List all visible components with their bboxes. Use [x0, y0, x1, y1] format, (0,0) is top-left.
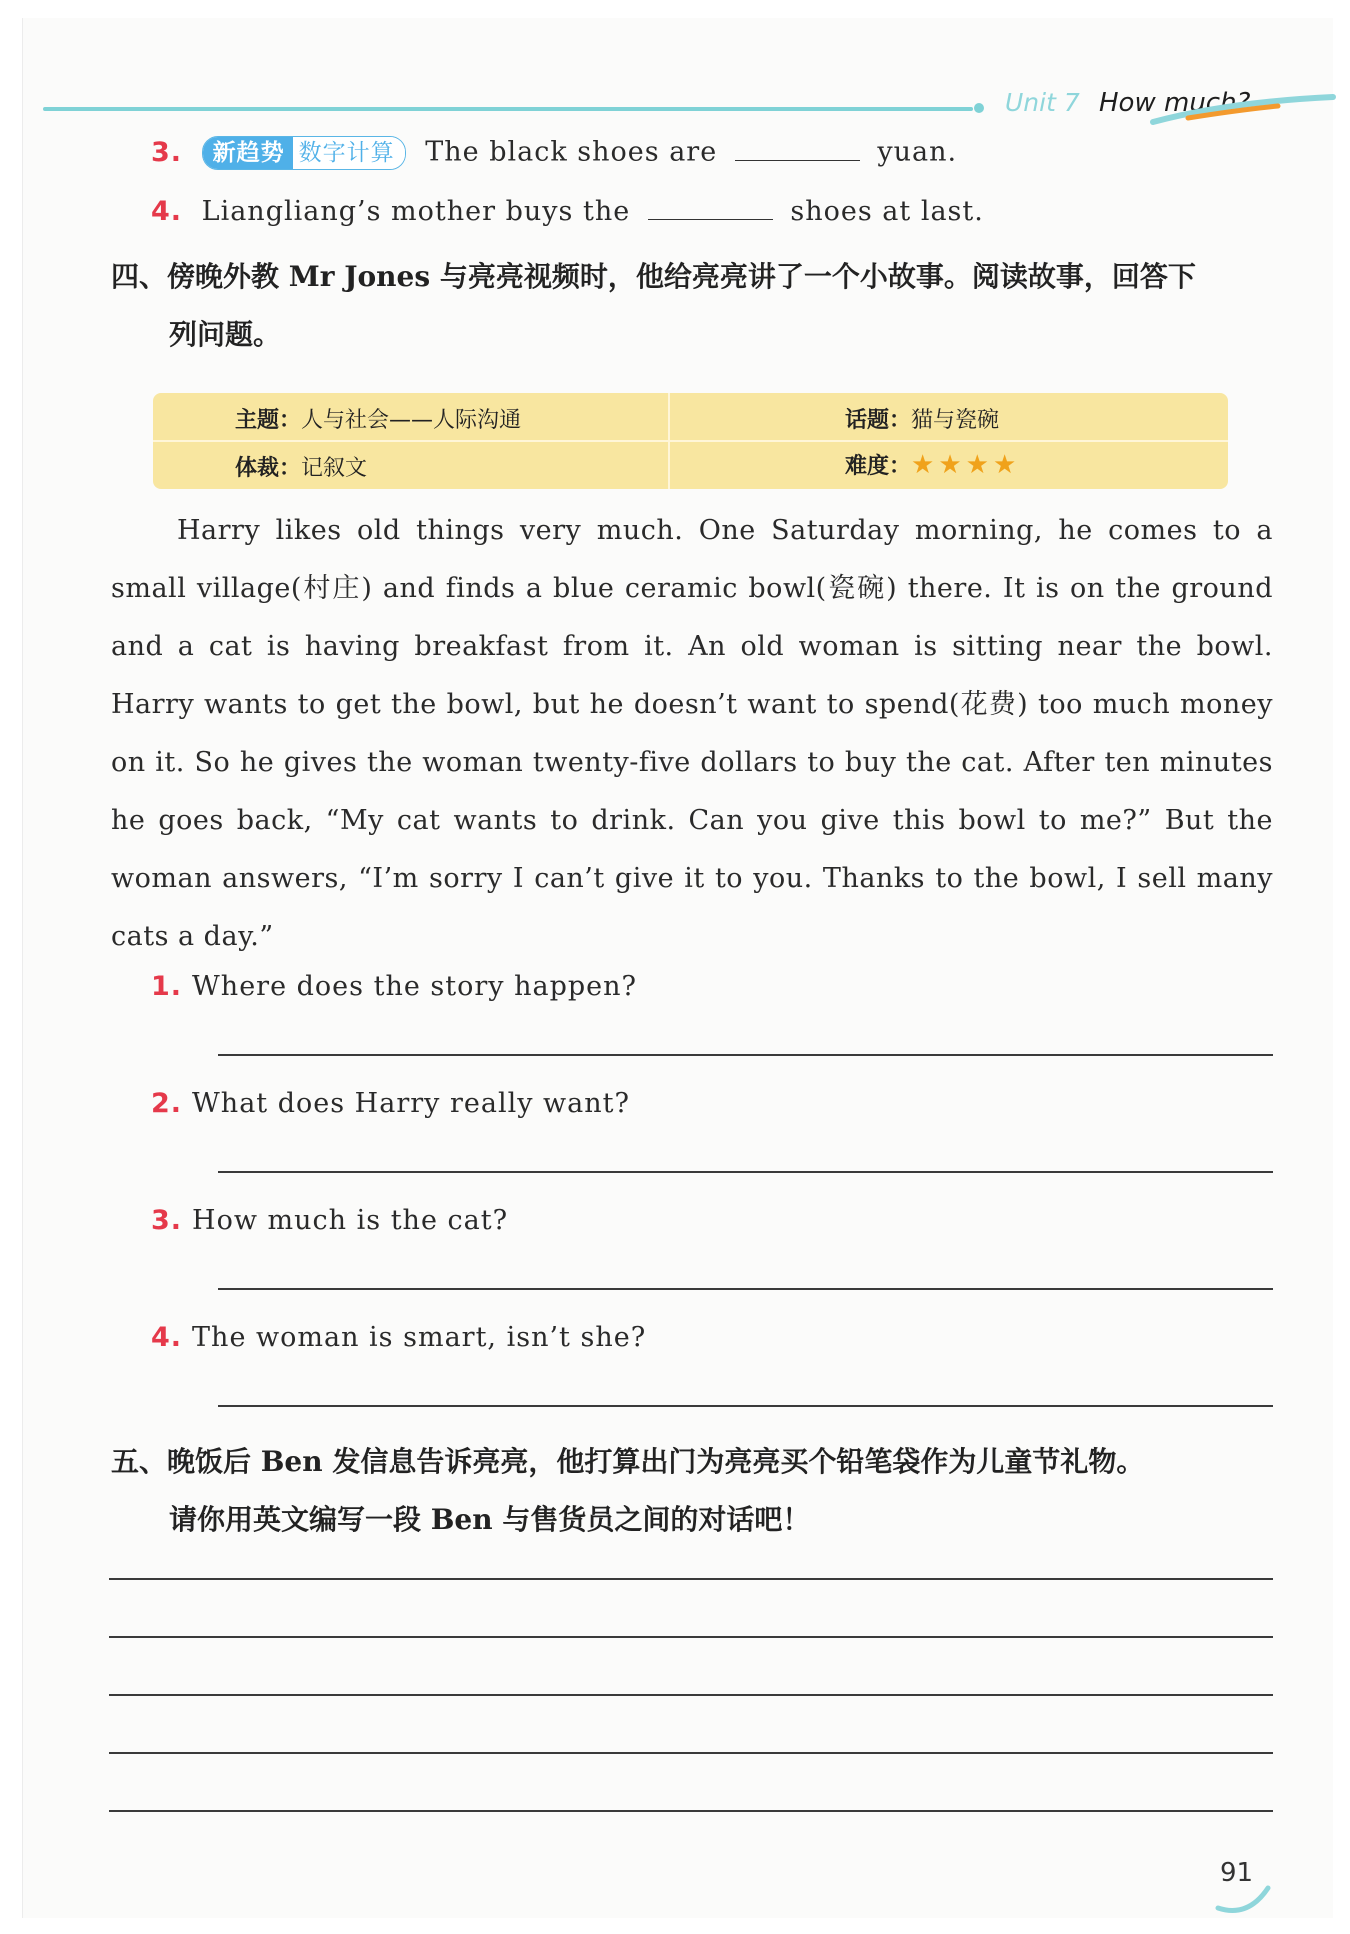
section-text: 与亮亮视频时，他给亮亮讲了一个小故事。阅读故事，回答下 [430, 260, 1196, 293]
question-number: 1. [151, 971, 183, 1002]
topic-label: 话题： [845, 408, 912, 433]
badge-label-new-trend: 新趋势 [203, 137, 293, 169]
reading-info-box [153, 393, 1228, 489]
swoosh-icon [1148, 92, 1338, 132]
answer-line[interactable] [218, 1171, 1273, 1173]
section-marker: 五、 [111, 1445, 168, 1478]
section-text: 请你用英文编写一段 [169, 1503, 431, 1536]
question-4 [151, 1322, 646, 1353]
person-name: Ben [260, 1445, 323, 1478]
page-swoosh-icon [1213, 1878, 1273, 1918]
section-text: 与售货员之间的对话吧！ [492, 1503, 811, 1536]
answer-line[interactable] [218, 1054, 1273, 1056]
answer-blank[interactable] [648, 218, 773, 220]
question-3 [151, 1205, 508, 1236]
header-rule [43, 107, 973, 111]
unit-label: Unit 7 [1005, 88, 1080, 117]
topic-cell [845, 403, 999, 434]
genre-cell [235, 451, 367, 482]
question-number: 2. [151, 1088, 183, 1119]
question-text-after: yuan. [877, 136, 958, 168]
theme-cell [235, 403, 521, 434]
writing-line[interactable] [109, 1636, 1273, 1638]
question-text: What does Harry really want? [192, 1088, 630, 1119]
section-marker: 四、 [111, 260, 168, 293]
story-passage [111, 502, 1273, 966]
unit-title: How much? [1099, 88, 1251, 118]
question-number: 3. [151, 1205, 183, 1236]
person-name: Ben [430, 1503, 493, 1536]
theme-label: 主题： [235, 408, 302, 433]
divider [668, 393, 670, 489]
section-text: 傍晚外教 [167, 260, 289, 293]
star-rating-icon: ★★★★ [911, 450, 1021, 480]
difficulty-cell [845, 449, 1020, 480]
header-dot [974, 103, 984, 113]
question-2 [151, 1088, 630, 1119]
writing-line[interactable] [109, 1578, 1273, 1580]
section-4-heading [111, 248, 1281, 364]
section-text: 发信息告诉亮亮，他打算出门为亮亮买个铅笔袋作为儿童节礼物。 [322, 1445, 1145, 1478]
section-text: 晚饭后 [167, 1445, 261, 1478]
prev-question-3 [151, 136, 957, 170]
workbook-page [22, 18, 1333, 1918]
prev-question-4 [151, 196, 984, 227]
answer-line[interactable] [218, 1288, 1273, 1290]
question-text: The woman is smart, isn’t she? [192, 1322, 647, 1353]
page-number: 91 [1220, 1858, 1254, 1888]
question-text: Where does the story happen? [192, 971, 637, 1002]
trend-badge [202, 136, 406, 170]
genre-label: 体裁： [235, 456, 302, 481]
genre-value: 记叙文 [301, 456, 368, 481]
answer-line[interactable] [218, 1405, 1273, 1407]
answer-blank[interactable] [735, 159, 860, 161]
question-number: 3. [151, 136, 183, 168]
question-text: How much is the cat? [192, 1205, 509, 1236]
question-text-after: shoes at last. [790, 196, 984, 227]
section-5-heading [111, 1433, 1281, 1549]
topic-value: 猫与瓷碗 [911, 408, 1000, 433]
theme-value: 人与社会——人际沟通 [301, 408, 522, 433]
writing-line[interactable] [109, 1810, 1273, 1812]
writing-line[interactable] [109, 1752, 1273, 1754]
question-number: 4. [151, 196, 183, 227]
story-text: Harry likes old things very much. One Saturday morning, he comes to a small village(村庄) and finds a blue ceramic bowl(瓷碗) there. It is on the ground and a cat is having breakfast from it. An old woman is sitting near the bowl. Harry wants to get the bowl, but he doesn’t want to spend(花费) too much money on it. So he gives the woman twenty-five dollars to buy the cat. After ten minutes he goes back, “My cat wants to drink. Can you give this bowl to me?” But the woman answers, “I’m sorry I can’t give it to you. Thanks to the bowl, I sell many cats a day.” [111, 515, 1273, 952]
section-text-line2 [111, 1491, 1281, 1549]
question-text-before: Liangliang’s mother buys the [201, 196, 631, 227]
difficulty-label: 难度： [845, 454, 912, 479]
question-number: 4. [151, 1322, 183, 1353]
section-text-cont: 列问题。 [169, 318, 282, 351]
question-1 [151, 971, 637, 1002]
question-text-before: The black shoes are [425, 136, 718, 168]
divider [153, 440, 1228, 442]
badge-label-calculation: 数字计算 [293, 137, 405, 169]
teacher-name: Mr Jones [288, 260, 431, 293]
writing-line[interactable] [109, 1694, 1273, 1696]
